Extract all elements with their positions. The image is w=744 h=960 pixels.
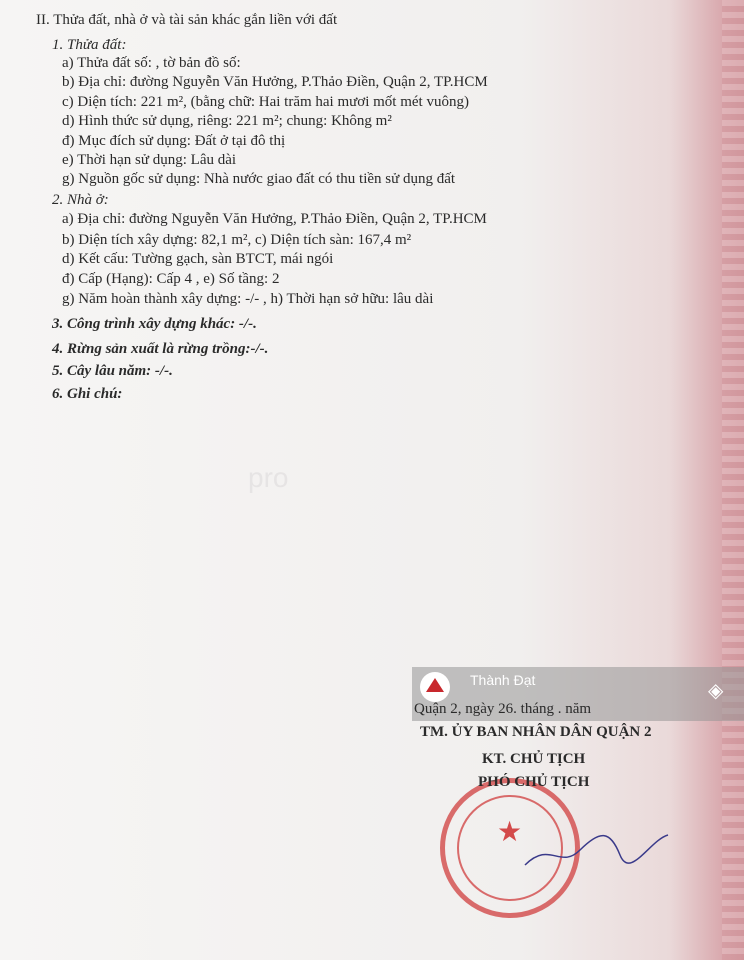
land-b: b) Địa chỉ: đường Nguyễn Văn Hưởng, P.Thảo Điền, Quận 2, TP.HCM (62, 74, 488, 90)
poster-name[interactable]: Thành Đạt (470, 672, 536, 688)
land-g: g) Nguồn gốc sử dụng: Nhà nước giao đất có thu tiền sử dụng đất (62, 171, 456, 187)
land-d2: đ) Mục đích sử dụng: Đất ở tại đô thị (62, 133, 286, 149)
house-heading: 2. Nhà ở: (52, 192, 109, 208)
proview-logo (420, 672, 450, 702)
section-title: II. Thửa đất, nhà ở và tài sản khác gắn liền với đất (36, 12, 338, 28)
house-g: g) Năm hoàn thành xây dựng: -/- , h) Thời hạn sở hữu: lâu dài (62, 291, 434, 307)
land-c: c) Diện tích: 221 m², (bằng chữ: Hai trăm hai mươi mốt mét vuông) (62, 94, 469, 110)
land-heading: 1. Thửa đất: (52, 37, 127, 53)
land-e: e) Thời hạn sử dụng: Lâu dài (62, 152, 237, 168)
signature (520, 820, 670, 880)
land-a: a) Thửa đất số: , tờ bản đồ số: (62, 55, 241, 71)
sign-date: Quận 2, ngày 26. tháng . năm (414, 701, 592, 717)
house-d2: đ) Cấp (Hạng): Cấp 4 , e) Số tầng: 2 (62, 271, 280, 287)
house-a: a) Địa chỉ: đường Nguyễn Văn Hưởng, P.Thảo Điền, Quận 2, TP.HCM (62, 211, 487, 227)
house-d: d) Kết cấu: Tường gạch, sàn BTCT, mái ngói (62, 251, 334, 267)
sign-role1: KT. CHỦ TỊCH (482, 751, 586, 767)
forest: 4. Rừng sản xuất là rừng trồng:-/-. (52, 341, 269, 357)
certificate-border (722, 0, 744, 960)
house-b: b) Diện tích xây dựng: 82,1 m², c) Diện tích sàn: 167,4 m² (62, 232, 412, 248)
sign-role2: PHÓ CHỦ TỊCH (478, 774, 590, 790)
notes: 6. Ghi chú: (52, 386, 123, 402)
other-construction: 3. Công trình xây dựng khác: -/-. (52, 316, 257, 332)
watermark: pro (248, 462, 289, 493)
sign-org: TM. ỦY BAN NHÂN DÂN QUẬN 2 (420, 724, 652, 740)
perennial-trees: 5. Cây lâu năm: -/-. (52, 363, 173, 379)
layers-icon[interactable]: ◈ (708, 678, 724, 702)
stamp-star-icon: ★ (497, 817, 523, 848)
land-d: d) Hình thức sử dụng, riêng: 221 m²; chung: Không m² (62, 113, 392, 129)
